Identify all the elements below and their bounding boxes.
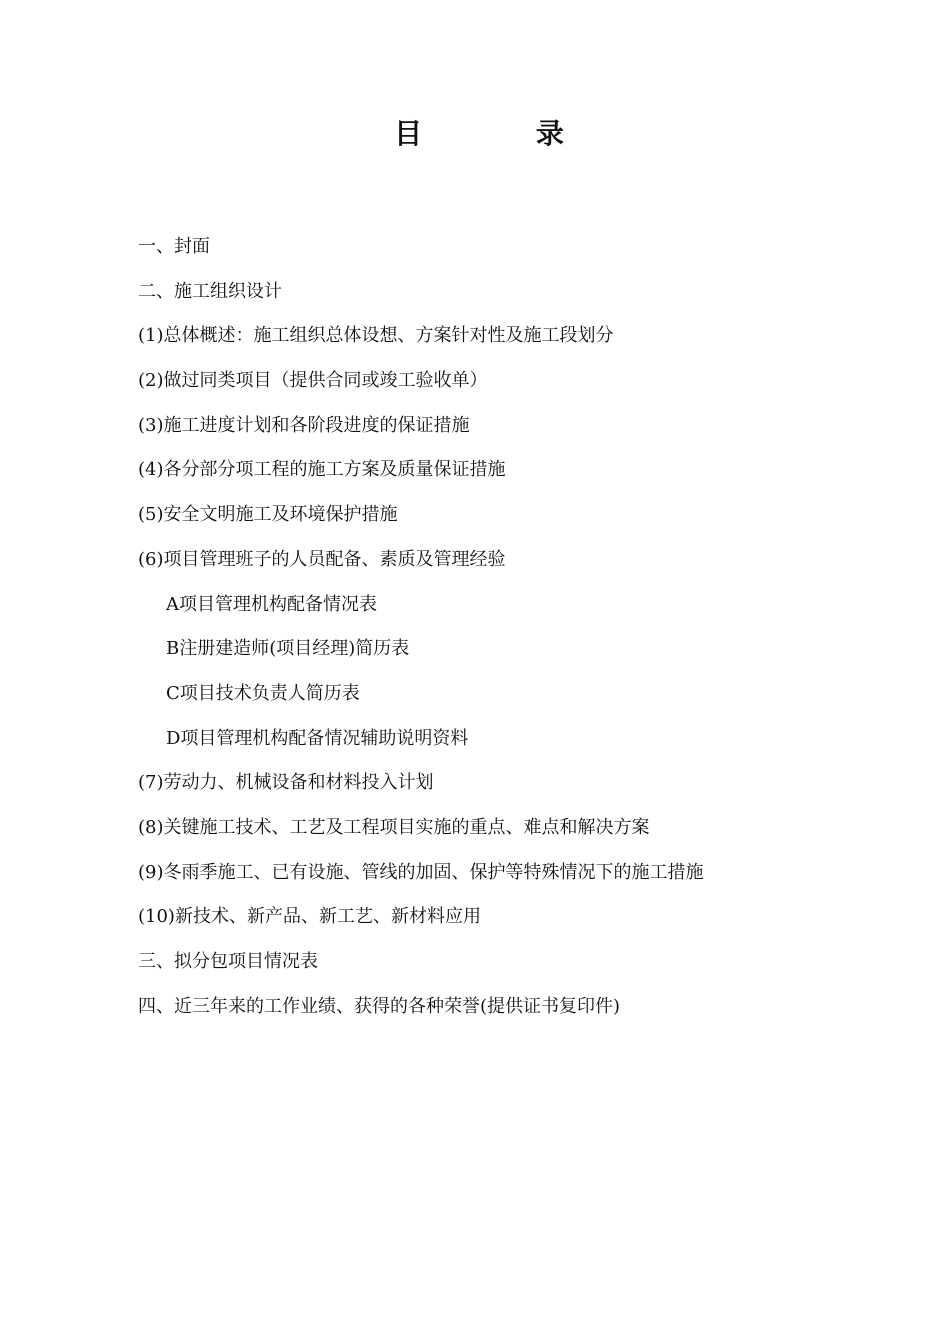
- toc-entry: (2)做过同类项目（提供合同或竣工验收单）: [138, 370, 488, 392]
- toc-entry: (9)冬雨季施工、已有设施、管线的加固、保护等特殊情况下的施工措施: [138, 861, 704, 883]
- toc-entry: (4)各分部分项工程的施工方案及质量保证措施: [138, 459, 506, 481]
- toc-subentry: C项目技术负责人简历表: [166, 682, 360, 704]
- page-title: 目 录: [394, 117, 616, 150]
- toc-entry: 二、施工组织设计: [138, 280, 282, 302]
- toc-entry: (8)关键施工技术、工艺及工程项目实施的重点、难点和解决方案: [138, 816, 650, 838]
- toc-entry: (5)安全文明施工及环境保护措施: [138, 504, 398, 526]
- toc-entry: (10)新技术、新产品、新工艺、新材料应用: [138, 906, 481, 928]
- toc-entry: (7)劳动力、机械设备和材料投入计划: [138, 772, 434, 794]
- toc-entry: 三、拟分包项目情况表: [138, 951, 318, 972]
- toc-entry: (6)项目管理班子的人员配备、素质及管理经验: [138, 548, 506, 570]
- toc-entry: (3)施工进度计划和各阶段进度的保证措施: [138, 414, 470, 436]
- toc-subentry: A项目管理机构配备情况表: [166, 593, 377, 615]
- toc-entry: 四、近三年来的工作业绩、获得的各种荣誉(提供证书复印件): [138, 995, 621, 1017]
- toc-entry: 一、封面: [138, 236, 210, 257]
- toc-entry: (1)总体概述：施工组织总体设想、方案针对性及施工段划分: [138, 325, 614, 347]
- table-of-contents: [138, 230, 878, 1034]
- toc-subentry: B注册建造师(项目经理)简历表: [166, 638, 410, 660]
- toc-subentry: D项目管理机构配备情况辅助说明资料: [166, 727, 469, 749]
